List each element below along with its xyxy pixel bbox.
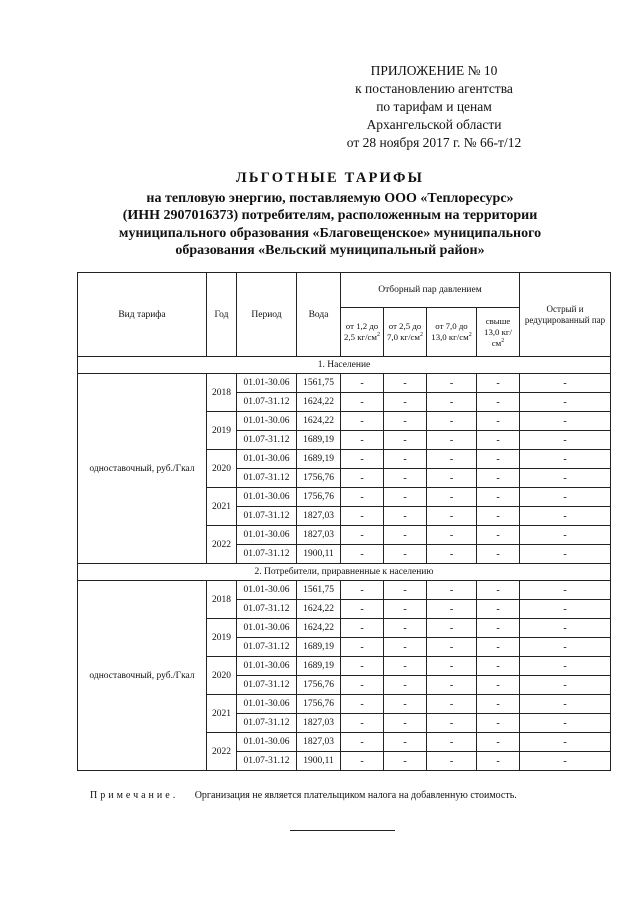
- empty-cell: -: [384, 393, 427, 412]
- tariff-type: одноставочный, руб./Гкал: [78, 581, 207, 771]
- empty-cell: -: [477, 507, 520, 526]
- empty-cell: -: [427, 733, 477, 752]
- empty-cell: -: [477, 469, 520, 488]
- empty-cell: -: [341, 374, 384, 393]
- year-cell: 2020: [207, 450, 237, 488]
- empty-cell: -: [520, 619, 611, 638]
- empty-cell: -: [427, 657, 477, 676]
- empty-cell: -: [341, 619, 384, 638]
- empty-cell: -: [384, 714, 427, 733]
- empty-cell: -: [341, 469, 384, 488]
- period-cell: 01.01-30.06: [237, 695, 297, 714]
- header-god: Год: [207, 273, 237, 357]
- year-cell: 2018: [207, 374, 237, 412]
- period-cell: 01.01-30.06: [237, 657, 297, 676]
- title-line: на тепловую энергию, поставляемую ООО «Теплоресурс»: [146, 190, 514, 206]
- empty-cell: -: [341, 393, 384, 412]
- table-row: [78, 374, 611, 393]
- empty-cell: -: [477, 619, 520, 638]
- empty-cell: -: [477, 733, 520, 752]
- empty-cell: -: [427, 526, 477, 545]
- empty-cell: -: [520, 752, 611, 771]
- empty-cell: -: [341, 545, 384, 564]
- appendix-date: от 28 ноября 2017 г. № 66-т/12: [346, 135, 522, 150]
- section-row: [78, 357, 611, 374]
- empty-cell: -: [341, 733, 384, 752]
- empty-cell: -: [384, 695, 427, 714]
- water-tariff-cell: 1756,76: [297, 488, 341, 507]
- year-cell: 2019: [207, 412, 237, 450]
- empty-cell: -: [520, 393, 611, 412]
- empty-cell: -: [341, 638, 384, 657]
- period-cell: 01.07-31.12: [237, 638, 297, 657]
- empty-cell: -: [477, 374, 520, 393]
- empty-cell: -: [520, 469, 611, 488]
- year-cell: 2022: [207, 526, 237, 564]
- year-cell: 2021: [207, 695, 237, 733]
- empty-cell: -: [477, 393, 520, 412]
- empty-cell: -: [341, 488, 384, 507]
- empty-cell: -: [477, 545, 520, 564]
- empty-cell: -: [520, 545, 611, 564]
- empty-cell: -: [384, 752, 427, 771]
- header-pressure-4: свыше 13,0 $кг/см^2$: [477, 308, 520, 357]
- appendix-line: по тарифам и ценам: [376, 99, 492, 114]
- header-pressure-3: от 7,0 до 13,0 $кг/см^2$: [427, 308, 477, 357]
- water-tariff-cell: 1900,11: [297, 545, 341, 564]
- water-tariff-cell: 1900,11: [297, 752, 341, 771]
- header-row: [78, 273, 611, 308]
- period-cell: 01.07-31.12: [237, 752, 297, 771]
- empty-cell: -: [520, 526, 611, 545]
- empty-cell: -: [520, 431, 611, 450]
- appendix-header: [320, 62, 548, 152]
- appendix-line: к постановлению агентства: [355, 81, 513, 96]
- empty-cell: -: [427, 374, 477, 393]
- appendix-number: ПРИЛОЖЕНИЕ № 10: [370, 63, 498, 78]
- empty-cell: -: [477, 600, 520, 619]
- year-cell: 2022: [207, 733, 237, 771]
- empty-cell: -: [427, 412, 477, 431]
- header-voda: Вода: [297, 273, 341, 357]
- water-tariff-cell: 1689,19: [297, 657, 341, 676]
- title-line: образования «Вельский муниципальный район»: [175, 243, 485, 258]
- water-tariff-cell: 1827,03: [297, 507, 341, 526]
- note: [90, 790, 517, 801]
- empty-cell: -: [427, 676, 477, 695]
- empty-cell: -: [427, 431, 477, 450]
- header-pressure-2: от 2,5 до 7,0 $кг/см^2$: [384, 308, 427, 357]
- period-cell: 01.07-31.12: [237, 714, 297, 733]
- empty-cell: -: [384, 545, 427, 564]
- empty-cell: -: [520, 695, 611, 714]
- empty-cell: -: [427, 619, 477, 638]
- empty-cell: -: [477, 714, 520, 733]
- period-cell: 01.01-30.06: [237, 374, 297, 393]
- water-tariff-cell: 1624,22: [297, 393, 341, 412]
- empty-cell: -: [477, 695, 520, 714]
- tariff-type: одноставочный, руб./Гкал: [78, 374, 207, 564]
- water-tariff-cell: 1624,22: [297, 412, 341, 431]
- empty-cell: -: [384, 431, 427, 450]
- empty-cell: -: [477, 657, 520, 676]
- empty-cell: -: [384, 450, 427, 469]
- empty-cell: -: [384, 619, 427, 638]
- empty-cell: -: [384, 676, 427, 695]
- empty-cell: -: [427, 393, 477, 412]
- title-line: (ИНН 2907016373) потребителям, расположенным на территории: [122, 208, 538, 223]
- period-cell: 01.01-30.06: [237, 581, 297, 600]
- section-title: 2. Потребители, приравненные к населению: [78, 564, 611, 581]
- year-cell: 2019: [207, 619, 237, 657]
- period-cell: 01.07-31.12: [237, 393, 297, 412]
- empty-cell: -: [477, 581, 520, 600]
- empty-cell: -: [477, 450, 520, 469]
- water-tariff-cell: 1827,03: [297, 733, 341, 752]
- section-title: 1. Население: [78, 357, 611, 374]
- empty-cell: -: [520, 714, 611, 733]
- empty-cell: -: [341, 752, 384, 771]
- period-cell: 01.01-30.06: [237, 488, 297, 507]
- water-tariff-cell: 1689,19: [297, 450, 341, 469]
- water-tariff-cell: 1827,03: [297, 714, 341, 733]
- period-cell: 01.07-31.12: [237, 545, 297, 564]
- title-main: ЛЬГОТНЫЕ ТАРИФЫ: [235, 170, 425, 186]
- period-cell: 01.07-31.12: [237, 600, 297, 619]
- empty-cell: -: [520, 581, 611, 600]
- section-row: [78, 564, 611, 581]
- year-cell: 2020: [207, 657, 237, 695]
- empty-cell: -: [427, 545, 477, 564]
- empty-cell: -: [384, 581, 427, 600]
- empty-cell: -: [341, 431, 384, 450]
- signature-line: [290, 830, 395, 831]
- period-cell: 01.01-30.06: [237, 412, 297, 431]
- empty-cell: -: [341, 450, 384, 469]
- water-tariff-cell: 1561,75: [297, 374, 341, 393]
- header-period: Период: [237, 273, 297, 357]
- empty-cell: -: [520, 638, 611, 657]
- empty-cell: -: [477, 638, 520, 657]
- empty-cell: -: [520, 507, 611, 526]
- empty-cell: -: [427, 469, 477, 488]
- header-steam: Отборный пар давлением: [341, 273, 520, 308]
- document-title: [60, 170, 600, 260]
- period-cell: 01.01-30.06: [237, 733, 297, 752]
- period-cell: 01.07-31.12: [237, 431, 297, 450]
- note-label: Примечание.: [90, 790, 179, 801]
- empty-cell: -: [341, 714, 384, 733]
- empty-cell: -: [384, 733, 427, 752]
- table-row: [78, 581, 611, 600]
- empty-cell: -: [384, 374, 427, 393]
- empty-cell: -: [520, 488, 611, 507]
- empty-cell: -: [477, 488, 520, 507]
- empty-cell: -: [384, 412, 427, 431]
- empty-cell: -: [477, 412, 520, 431]
- title-line: муниципального образования «Благовещенское» муниципального: [118, 225, 542, 241]
- empty-cell: -: [384, 507, 427, 526]
- empty-cell: -: [384, 469, 427, 488]
- year-cell: 2018: [207, 581, 237, 619]
- header-pressure-1: от 1,2 до 2,5 $кг/см^2$: [341, 308, 384, 357]
- water-tariff-cell: 1624,22: [297, 619, 341, 638]
- empty-cell: -: [427, 695, 477, 714]
- empty-cell: -: [427, 450, 477, 469]
- empty-cell: -: [384, 526, 427, 545]
- period-cell: 01.01-30.06: [237, 526, 297, 545]
- water-tariff-cell: 1561,75: [297, 581, 341, 600]
- empty-cell: -: [520, 374, 611, 393]
- empty-cell: -: [520, 450, 611, 469]
- period-cell: 01.07-31.12: [237, 507, 297, 526]
- empty-cell: -: [341, 695, 384, 714]
- note-text: Организация не является плательщиком налога на добавленную стоимость.: [194, 790, 517, 801]
- empty-cell: -: [427, 714, 477, 733]
- empty-cell: -: [520, 657, 611, 676]
- empty-cell: -: [520, 733, 611, 752]
- water-tariff-cell: 1756,76: [297, 695, 341, 714]
- empty-cell: -: [341, 600, 384, 619]
- tariff-table: [77, 272, 611, 771]
- empty-cell: -: [477, 752, 520, 771]
- empty-cell: -: [520, 600, 611, 619]
- empty-cell: -: [427, 638, 477, 657]
- empty-cell: -: [427, 581, 477, 600]
- empty-cell: -: [427, 488, 477, 507]
- water-tariff-cell: 1689,19: [297, 638, 341, 657]
- empty-cell: -: [341, 507, 384, 526]
- empty-cell: -: [477, 676, 520, 695]
- empty-cell: -: [384, 657, 427, 676]
- empty-cell: -: [384, 488, 427, 507]
- empty-cell: -: [341, 412, 384, 431]
- period-cell: 01.07-31.12: [237, 676, 297, 695]
- water-tariff-cell: 1756,76: [297, 469, 341, 488]
- period-cell: 01.01-30.06: [237, 619, 297, 638]
- empty-cell: -: [384, 638, 427, 657]
- empty-cell: -: [341, 657, 384, 676]
- period-cell: 01.01-30.06: [237, 450, 297, 469]
- empty-cell: -: [427, 752, 477, 771]
- empty-cell: -: [341, 676, 384, 695]
- header-vid: Вид тарифа: [78, 273, 207, 357]
- empty-cell: -: [477, 526, 520, 545]
- empty-cell: -: [341, 581, 384, 600]
- tariff-body: [78, 357, 611, 771]
- appendix-line: Архангельской области: [366, 117, 502, 132]
- empty-cell: -: [520, 412, 611, 431]
- empty-cell: -: [341, 526, 384, 545]
- water-tariff-cell: 1689,19: [297, 431, 341, 450]
- empty-cell: -: [427, 600, 477, 619]
- year-cell: 2021: [207, 488, 237, 526]
- water-tariff-cell: 1756,76: [297, 676, 341, 695]
- period-cell: 01.07-31.12: [237, 469, 297, 488]
- water-tariff-cell: 1624,22: [297, 600, 341, 619]
- empty-cell: -: [427, 507, 477, 526]
- water-tariff-cell: 1827,03: [297, 526, 341, 545]
- header-sharp-steam: Острый и редуцированный пар: [520, 273, 611, 357]
- empty-cell: -: [520, 676, 611, 695]
- empty-cell: -: [384, 600, 427, 619]
- empty-cell: -: [477, 431, 520, 450]
